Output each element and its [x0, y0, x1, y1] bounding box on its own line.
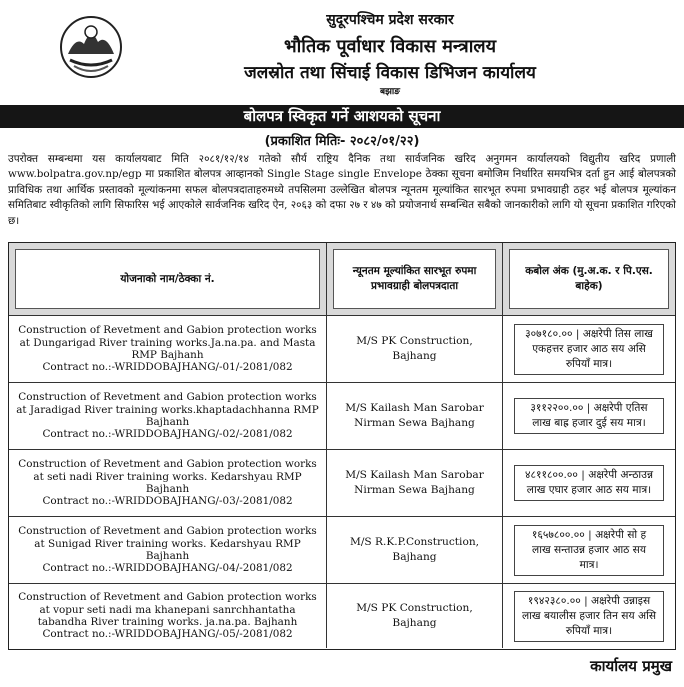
amount-cell: [503, 450, 675, 516]
project-cell: [9, 584, 327, 648]
bid-amount: १६५७८००.०० | अक्षरेपी सो ह लाख सन्ताउन्न हजार आठ सय मात्र।: [514, 525, 664, 576]
table-row: [9, 316, 675, 383]
project-name: Construction of Revetment and Gabion protection works at Sunigad River training works. Kedarshyau RMP Bajhanh: [18, 525, 317, 562]
amount-cell: [503, 517, 675, 583]
bidder-name: M/S R.K.P.Construction, Bajhang: [349, 536, 480, 563]
bidder-name: M/S PK Construction, Bajhang: [356, 335, 473, 362]
contract-number: Contract no.:-WRIDDOBAJHANG/-02/-2081/082: [42, 428, 293, 441]
project-cell: [9, 450, 327, 516]
office-chief-signature: कार्यालय प्रमुख: [590, 657, 672, 675]
intro-paragraph: उपरोक्त सम्बन्धमा यस कार्यालयबाट मिति २०८१/१२/१४ गतेको सौर्य राष्ट्रिय दैनिक तथा सार्वजनिक खरिद अनुगमन कार्यालयको विद्युतीय खरिद प्रणाली www.bolpatra.gov.np/egp मा प्रकाशित बोलपत्र आव्हानको Single Stage single Envelope ठेक्का सूचना बमोजिम निर्धारित समयभित्र दर्ता हुन आई बोलपत्रको प्राविधिक तथा आर्थिक प्रस्तावको मूल्यांकनमा सफल बोलपत्रदाताहरुमध्ये तपसिलमा उल्लेखित बोलपत्र न्यूनतम मूल्यांकित सारभूत रुपमा प्रभावग्राही ठहर भई बोलपत्र मूल्यांकन समितिबाट स्वीकृतिको लागि सिफारिस भई आएकोले सार्वजनिक खरिद ऐन, २०६३ को दफा २७ र ४७ को प्रयोजनार्थ सम्बन्धित सबैको जानकारीको लागि यो सूचना प्रकाशित गरिएको छ।: [8, 153, 676, 227]
table-header-row: [9, 243, 675, 316]
notice-header: [0, 0, 684, 102]
bidder-cell: [327, 584, 503, 648]
bid-results-table: [8, 242, 676, 650]
table-row: [9, 383, 675, 450]
project-name: Construction of Revetment and Gabion protection works at Jaradigad River training works.khaptadachhanna RMP Bajhanh: [16, 391, 319, 428]
office-location: बझाङ: [379, 87, 400, 97]
bidder-cell: [327, 316, 503, 382]
amount-cell: [503, 584, 675, 648]
header-bidder-label: न्यूनतम मूल्यांकित सारभूत रुपमा प्रभावग्राही बोलपत्रदाता: [352, 265, 477, 292]
bidder-cell: [327, 450, 503, 516]
bid-amount: ३०७१८०.०० | अक्षरेपी तिस लाख एकहत्तर हजार आठ सय असि रुपियाँ मात्र।: [514, 324, 664, 375]
table-row: [9, 584, 675, 648]
amount-cell: [503, 316, 675, 382]
bidder-name: M/S Kailash Man Sarobar Nirman Sewa Bajhang: [345, 402, 484, 429]
contract-number: Contract no.:-WRIDDOBAJHANG/-03/-2081/082: [42, 495, 293, 508]
project-cell: [9, 316, 327, 382]
government-name: सुदूरपश्चिम प्रदेश सरकार: [326, 12, 454, 28]
bid-amount: ३११२२००.०० | अक्षरेपी एतिस लाख बाह्र हजार दुई सय मात्र।: [514, 398, 664, 434]
project-cell: [9, 517, 327, 583]
nepal-emblem-icon: [58, 14, 124, 80]
amount-cell: [503, 383, 675, 449]
notice-title-banner: बोलपत्र स्विकृत गर्ने आशयको सूचना: [0, 105, 684, 128]
bidder-cell: [327, 517, 503, 583]
header-amount-label: कबोल अंक (मु.अ.क. र पि.एस. बाहेक): [525, 265, 653, 292]
project-name: Construction of Revetment and Gabion protection works at Dungarigad River training works.Ja.na.pa. and Masta RMP Bajhanh: [18, 324, 317, 361]
contract-number: Contract no.:-WRIDDOBAJHANG/-01/-2081/082: [42, 361, 293, 374]
bidder-name: M/S PK Construction, Bajhang: [356, 602, 473, 629]
project-cell: [9, 383, 327, 449]
bid-amount: १९४२३८०.०० | अक्षरेपी उन्नाइस लाख बयालीस हजार तिन सय असि रुपियाँ मात्र।: [514, 591, 664, 642]
bidder-name: M/S Kailash Man Sarobar Nirman Sewa Bajhang: [345, 469, 484, 496]
header-project-label: योजनाको नाम/ठेक्का नं.: [120, 272, 215, 285]
bidder-cell: [327, 383, 503, 449]
contract-number: Contract no.:-WRIDDOBAJHANG/-04/-2081/082: [42, 562, 293, 575]
publication-date: (प्रकाशित मितिः- २०८२/०१/२२): [264, 134, 420, 149]
contract-number: Contract no.:-WRIDDOBAJHANG/-05/-2081/082: [42, 628, 293, 641]
table-row: [9, 450, 675, 517]
table-row: [9, 517, 675, 584]
project-name: Construction of Revetment and Gabion protection works at vopur seti nadi ma khanepani sanrchhantatha tabandha River training works. ja.na.pa. Bajhanh: [18, 591, 317, 628]
header-cell-project: [9, 243, 327, 315]
ministry-name: भौतिक पूर्वाधार विकास मन्त्रालय: [283, 36, 497, 57]
bid-amount: ४८११८००.०० | अक्षरेपी अन्ठाउन्न लाख एघार हजार आठ सय मात्र।: [514, 465, 664, 501]
office-name: जलस्रोत तथा सिंचाई विकास डिभिजन कार्यालय: [244, 63, 536, 83]
project-name: Construction of Revetment and Gabion protection works at seti nadi River training works. Kedarshyau RMP Bajhanh: [18, 458, 317, 495]
header-cell-bidder: [327, 243, 503, 315]
header-cell-amount: [503, 243, 675, 315]
